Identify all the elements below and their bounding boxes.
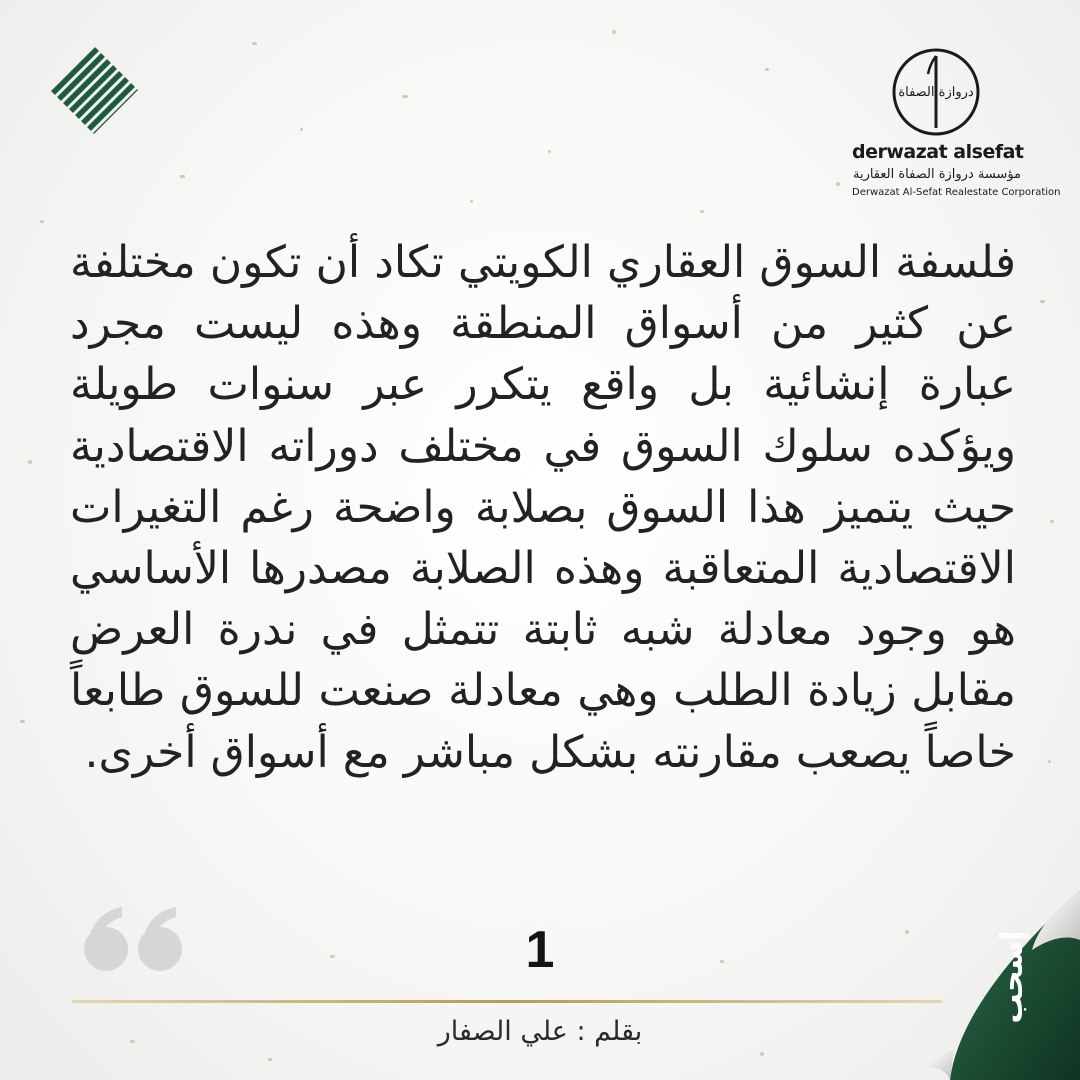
brand-latin-name: derwazat alsefat [852,141,1024,163]
seal-text: دروازة الصفاة [898,85,974,100]
article-body: فلسفة السوق العقاري الكويتي تكاد أن تكون مختلفة عن كثير من أسواق المنطقة وهذه ليست مجرد عبارة إنشائية بل واقع يتكرر عبر سنوات طويلة ويؤكده سلوك السوق في مختلف دوراته الاقتصادية حيث يتميز هذا السوق بصلابة واضحة رغم التغيرات الاقتصادية المتعاقبة وهذه الصلابة مصدرها الأساسي هو وجود معادلة شبه ثابتة تتمثل في ندرة العرض مقابل زيادة الطلب وهي معادلة صنعت للسوق طابعاً خاصاً يصعب مقارنته بشكل مباشر مع أسواق أخرى. [70,237,1016,778]
swipe-label: إسحب [994,930,1030,1024]
brand-block [852,46,1061,206]
author-byline: بقلم : علي الصفار [437,1016,643,1047]
brand-english-name: Derwazat Al-Sefat Realestate Corporation [852,187,1061,198]
page-number: 1 [525,921,555,979]
stripes-logo-icon [48,44,140,136]
gold-divider [72,1000,942,1003]
brand-arabic-name: مؤسسة دروازة الصفاة العقارية [852,167,1022,182]
quote-mark-icon [78,905,188,975]
brand-seal-logo [890,46,982,138]
